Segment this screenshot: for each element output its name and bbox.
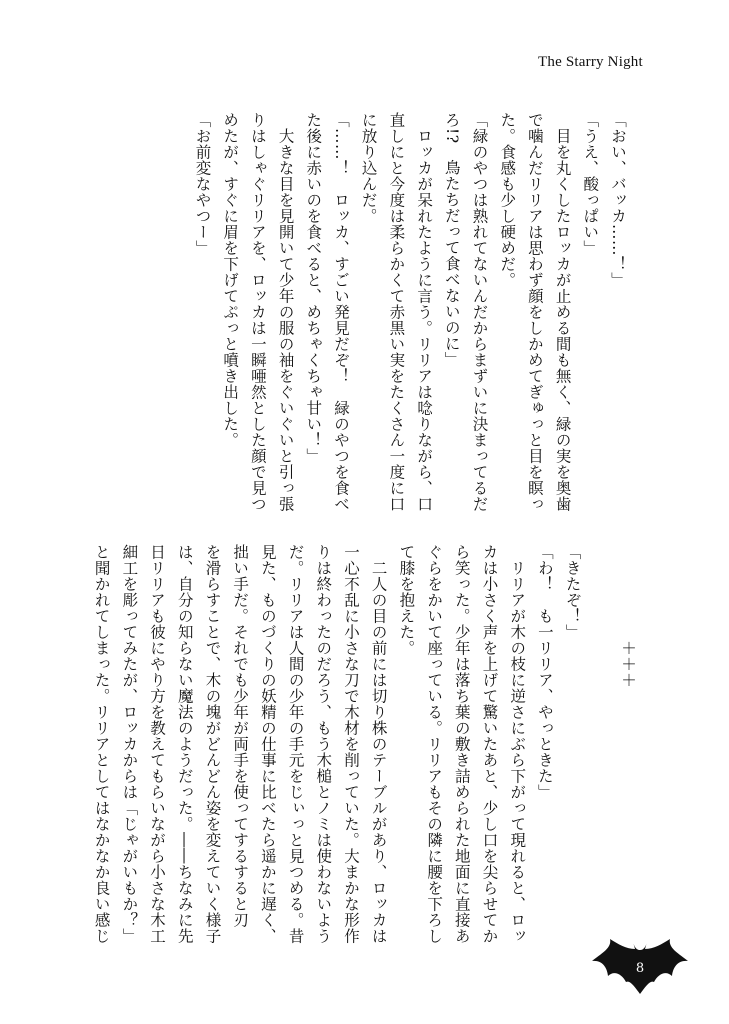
text-line: 「おい、バッカ……！」 [609, 112, 627, 288]
text-line: カは小さく声を上げて驚いたあと、少し口を尖らせてか [480, 544, 499, 944]
text-line: た後に赤いのを食べると、めちゃくちゃ甘い！」 [304, 112, 323, 464]
text-line: 一心不乱に小さな刀で木材を削っていた。大まかな形作 [341, 544, 360, 944]
text-line: ぐらをかいて座っている。リリアもその隣に腰を下ろし [425, 544, 444, 944]
text-block-bottom [87, 544, 641, 964]
text-line: 「……！ ロッカ、すごい発見だぞ！ 緑のやつを食べ [331, 112, 350, 512]
text-line: て膝を抱えた。 [397, 544, 416, 656]
text-line: 見た、ものづくりの妖精の仕事に比べたら遥かに遅く、 [258, 544, 277, 944]
text-line: で噛んだリリアは思わず顔をしかめてぎゅっと目を瞑っ [525, 112, 544, 512]
text-line: を滑らすことで、木の塊がどんどん姿を変えていく様子 [203, 544, 222, 944]
text-line: ろ!? 鳥たちだって食べないのに」 [442, 112, 461, 368]
text-line: 大きな目を見開いて少年の服の袖をぐいぐいと引っ張 [276, 112, 295, 512]
running-header: The Starry Night [538, 54, 643, 70]
text-line: 細工を彫ってみたが、ロッカからは「じゃがいもか？」 [120, 544, 139, 944]
text-line: ロッカが呆れたように言う。リリアは唸りながら、口 [415, 112, 434, 512]
text-line: 「お前変なやつー」 [193, 112, 212, 256]
text-line: りはしゃぐリリアを、ロッカは一瞬唖然とした顔で見つ [248, 112, 267, 512]
text-line: ら笑った。少年は落ち葉の敷き詰められた地面に直接あ [452, 544, 471, 944]
text-line: た。食感も少し硬めだ。 [498, 112, 517, 288]
text-line: は、自分の知らない魔法のようだった。――ちなみに先 [175, 544, 194, 944]
text-line: りは終わったのだろう、もう木槌とノミは使わないよう [314, 544, 333, 944]
text-line: ＋＋＋ [619, 544, 637, 688]
text-line: 二人の目の前には切り株のテーブルがあり、ロッカは [369, 544, 388, 944]
page-number: 8 [635, 961, 645, 976]
text-line: と聞かれてしまった。リリアとしてはなかなか良い感じ [92, 544, 111, 944]
text-line: 「わ！ も一リリア、やっときた」 [535, 544, 554, 800]
text-line: 「緑のやつは熟れてないんだからまずいに決まってるだ [470, 112, 489, 512]
text-block-top [188, 112, 631, 532]
text-line: だ。リリアは人間の少年の手元をじぃっと見つめる。昔 [286, 544, 305, 944]
text-line: に放り込んだ。 [359, 112, 378, 224]
text-line: めたが、すぐに眉を下げてぷっと噴き出した。 [221, 112, 240, 448]
text-line: リリアが木の枝に逆さにぶら下がって現れると、ロッ [508, 544, 527, 944]
text-line [586, 544, 614, 964]
text-line: 拙い手だ。それでも少年が両手を使ってするすると刃 [231, 544, 250, 928]
text-line: 「うえ、酸っぱい」 [581, 112, 600, 256]
text-line: 「きたぞ！」 [563, 544, 582, 640]
text-line: 目を丸くしたロッカが止める間も無く、緑の実を奥歯 [553, 112, 572, 512]
text-line: 日リリアも彼にやり方を教えてもらいながら小さな木工 [148, 544, 167, 944]
text-line: 直しにと今度は柔らかくて赤黒い実をたくさん一度に口 [387, 112, 406, 512]
